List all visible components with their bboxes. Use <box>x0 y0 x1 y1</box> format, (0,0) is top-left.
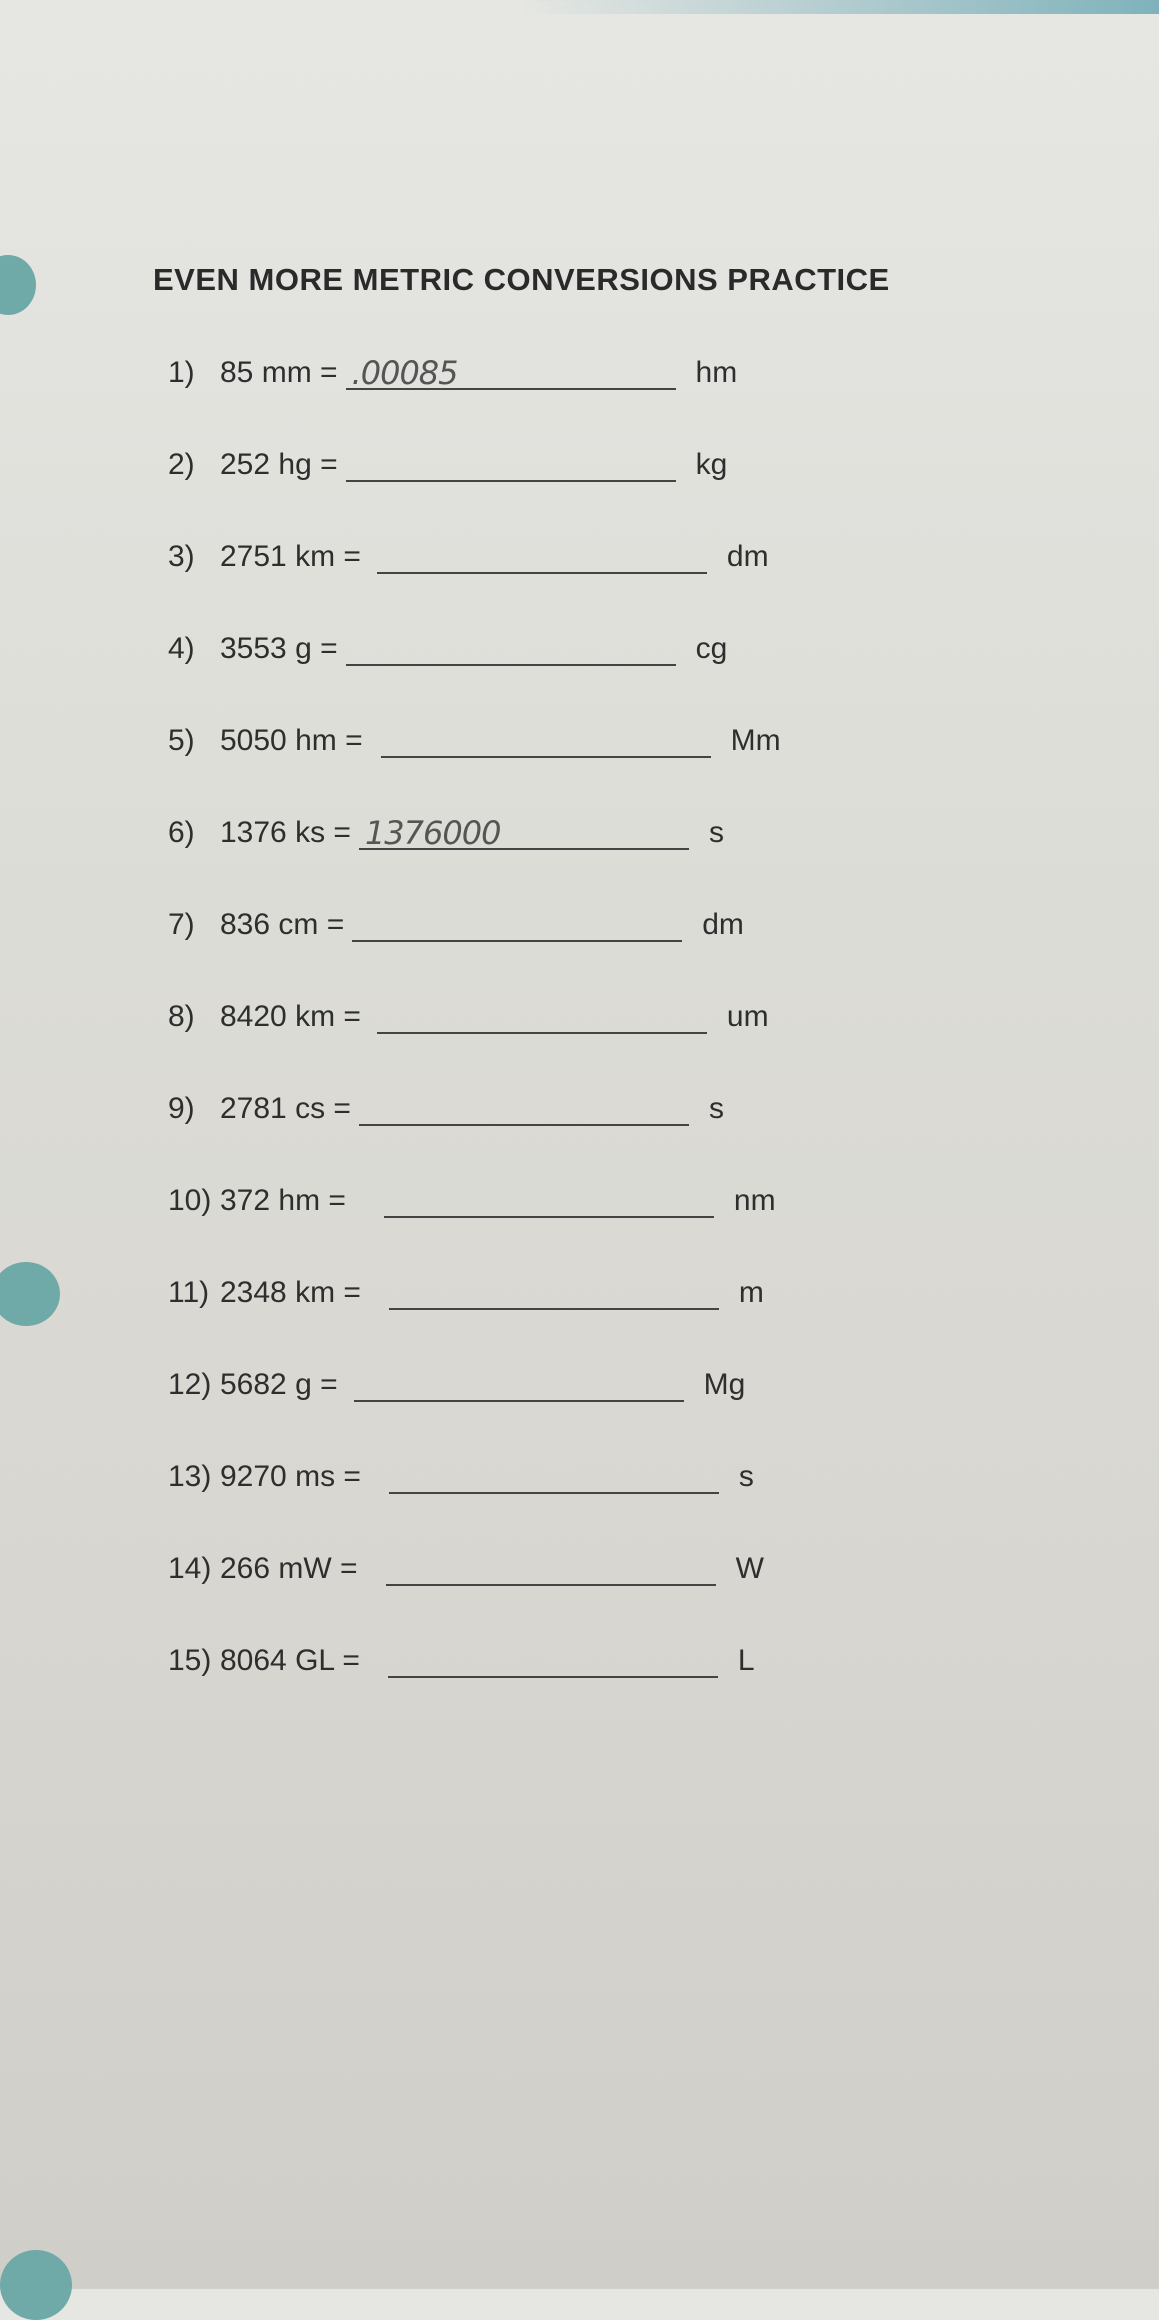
target-unit: s <box>708 816 724 849</box>
target-unit: nm <box>733 1184 776 1217</box>
problem-expression: 1376 ks = <box>220 816 351 849</box>
problem-expression: 252 hg = <box>220 448 338 481</box>
problem-expression: 2781 cs = <box>220 1092 351 1125</box>
answer-blank[interactable] <box>386 1544 716 1586</box>
problem-expression: 3553 g = <box>220 632 338 665</box>
problem-number: 8) <box>168 1000 195 1033</box>
problem-row <box>168 1544 764 1586</box>
problem-row <box>168 1452 754 1494</box>
problem-expression: 2348 km = <box>220 1276 361 1309</box>
target-unit: hm <box>695 356 738 389</box>
target-unit: Mg <box>703 1368 746 1401</box>
answer-blank[interactable] <box>359 1084 689 1126</box>
target-unit: m <box>738 1276 764 1309</box>
target-unit: L <box>737 1644 755 1677</box>
problem-expression: 836 cm = <box>220 908 345 941</box>
target-unit: s <box>708 1092 724 1125</box>
answer-blank[interactable] <box>359 808 689 850</box>
problem-expression: 2751 km = <box>220 540 361 573</box>
binder-edge <box>520 0 1159 14</box>
problem-row <box>168 716 781 758</box>
hole-punch <box>0 1262 60 1326</box>
problem-number: 5) <box>168 724 195 757</box>
problem-expression: 9270 ms = <box>220 1460 361 1493</box>
handwritten-answer: .00085 <box>351 354 458 392</box>
problem-number: 4) <box>168 632 195 665</box>
hole-punch <box>0 255 36 315</box>
problem-row <box>168 808 724 850</box>
answer-blank[interactable] <box>346 624 676 666</box>
answer-blank[interactable] <box>346 440 676 482</box>
problem-expression: 5682 g = <box>220 1368 338 1401</box>
problem-number: 14) <box>168 1552 212 1585</box>
answer-blank[interactable] <box>389 1268 719 1310</box>
problem-row <box>168 1636 755 1678</box>
handwritten-answer: 1376000 <box>364 814 501 852</box>
problem-row <box>168 1176 776 1218</box>
problem-number: 11) <box>168 1276 210 1309</box>
answer-blank[interactable] <box>346 348 676 390</box>
problem-row <box>168 532 769 574</box>
problem-row <box>168 348 737 390</box>
problem-expression: 266 mW = <box>220 1552 358 1585</box>
problem-expression: 5050 hm = <box>220 724 363 757</box>
problem-expression: 372 hm = <box>220 1184 346 1217</box>
problem-row <box>168 1268 764 1310</box>
problem-row <box>168 992 769 1034</box>
problem-row <box>168 440 727 482</box>
problem-number: 7) <box>168 908 195 941</box>
worksheet-title: EVEN MORE METRIC CONVERSIONS PRACTICE <box>153 262 890 297</box>
target-unit: dm <box>702 908 744 941</box>
problem-number: 2) <box>168 448 195 481</box>
problem-number: 15) <box>168 1644 212 1677</box>
target-unit: W <box>735 1552 764 1585</box>
problem-number: 3) <box>168 540 195 573</box>
answer-blank[interactable] <box>352 900 682 942</box>
answer-blank[interactable] <box>381 716 711 758</box>
problem-row <box>168 900 744 942</box>
target-unit: s <box>738 1460 754 1493</box>
hole-punch <box>0 2250 72 2320</box>
problem-number: 12) <box>168 1368 212 1401</box>
answer-blank[interactable] <box>377 532 707 574</box>
problem-number: 1) <box>168 356 195 389</box>
answer-blank[interactable] <box>377 992 707 1034</box>
target-unit: kg <box>695 448 728 481</box>
problem-expression: 85 mm = <box>220 356 338 389</box>
target-unit: Mm <box>730 724 781 757</box>
problem-row <box>168 624 727 666</box>
target-unit: um <box>726 1000 769 1033</box>
answer-blank[interactable] <box>384 1176 714 1218</box>
problem-number: 6) <box>168 816 195 849</box>
target-unit: cg <box>695 632 728 665</box>
problem-number: 10) <box>168 1184 212 1217</box>
problem-row <box>168 1084 724 1126</box>
problem-number: 9) <box>168 1092 195 1125</box>
problem-row <box>168 1360 745 1402</box>
problem-expression: 8420 km = <box>220 1000 361 1033</box>
target-unit: dm <box>726 540 769 573</box>
problem-expression: 8064 GL = <box>220 1644 360 1677</box>
answer-blank[interactable] <box>354 1360 684 1402</box>
problem-number: 13) <box>168 1460 212 1493</box>
answer-blank[interactable] <box>388 1636 718 1678</box>
answer-blank[interactable] <box>389 1452 719 1494</box>
